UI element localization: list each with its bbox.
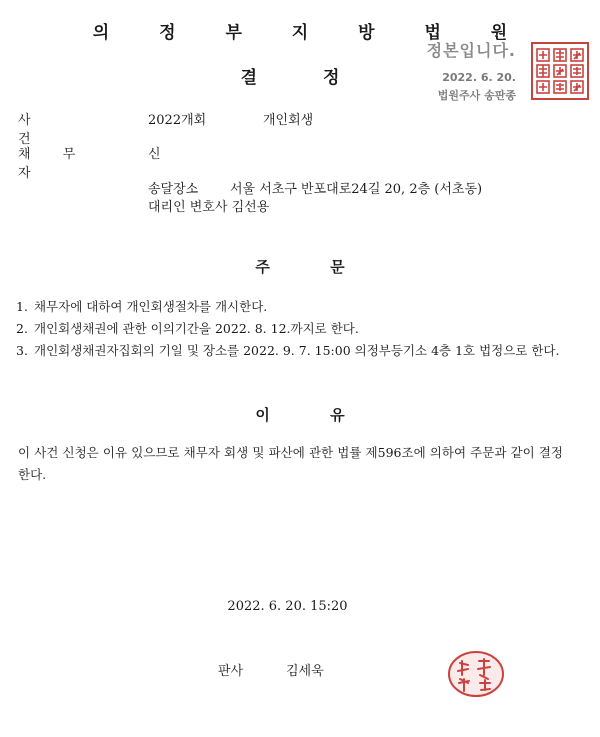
case-type: 개인회생 (263, 113, 314, 128)
decision-datetime: 2022. 6. 20. 15:20 (227, 599, 348, 614)
judge-name: 김세욱 (286, 664, 324, 679)
order-item-text: 채무자에 대하여 개인회생절차를 개시한다. (34, 299, 268, 314)
order-item (16, 340, 586, 362)
order-item-number: 2. (16, 321, 28, 336)
order-heading: 주 문 (255, 258, 345, 276)
judge-seal-icon (446, 649, 506, 699)
case-number: 2022개회 (148, 113, 207, 128)
order-item-number: 1. (16, 299, 28, 314)
document-type: 결 정 (240, 68, 340, 88)
debtor-agent: 대리인 변호사 김선용 (148, 200, 270, 215)
reason-heading: 이 유 (255, 406, 345, 424)
order-item-text: 개인회생채권자집회의 기일 및 장소를 2022. 9. 7. 15:00 의정부등기소 4층 1호 법정으로 한다. (34, 343, 560, 358)
court-seal-stamp (531, 42, 589, 100)
order-list (16, 296, 586, 362)
certification-block (418, 38, 516, 103)
certification-clerk: 법원주사 송판종 (437, 89, 516, 102)
case-label: 사 건 (18, 113, 89, 147)
service-address: 서울 서초구 반포대로24길 20, 2층 (서초동) (230, 182, 483, 197)
certification-text: 정본입니다. (426, 41, 516, 60)
order-item-number: 3. (16, 343, 28, 358)
debtor-name: 신 (148, 147, 161, 162)
certification-date: 2022. 6. 20. (442, 71, 516, 84)
order-item (16, 296, 586, 318)
judge-seal-stamp (446, 649, 506, 699)
judge-title: 판사 (218, 664, 244, 679)
order-item-text: 개인회생채권에 관한 이의기간을 2022. 8. 12.까지로 한다. (34, 321, 359, 336)
order-item (16, 318, 586, 340)
court-name: 의 정 부 지 방 법 원 (92, 23, 530, 43)
court-seal-icon (533, 44, 587, 98)
reason-text: 이 사건 신청은 이유 있으므로 채무자 회생 및 파산에 관한 법률 제596조에 의하여 주문과 같이 결정한다. (18, 445, 563, 482)
debtor-label: 채 무 자 (18, 147, 90, 181)
service-address-label: 송달장소 (148, 182, 199, 197)
